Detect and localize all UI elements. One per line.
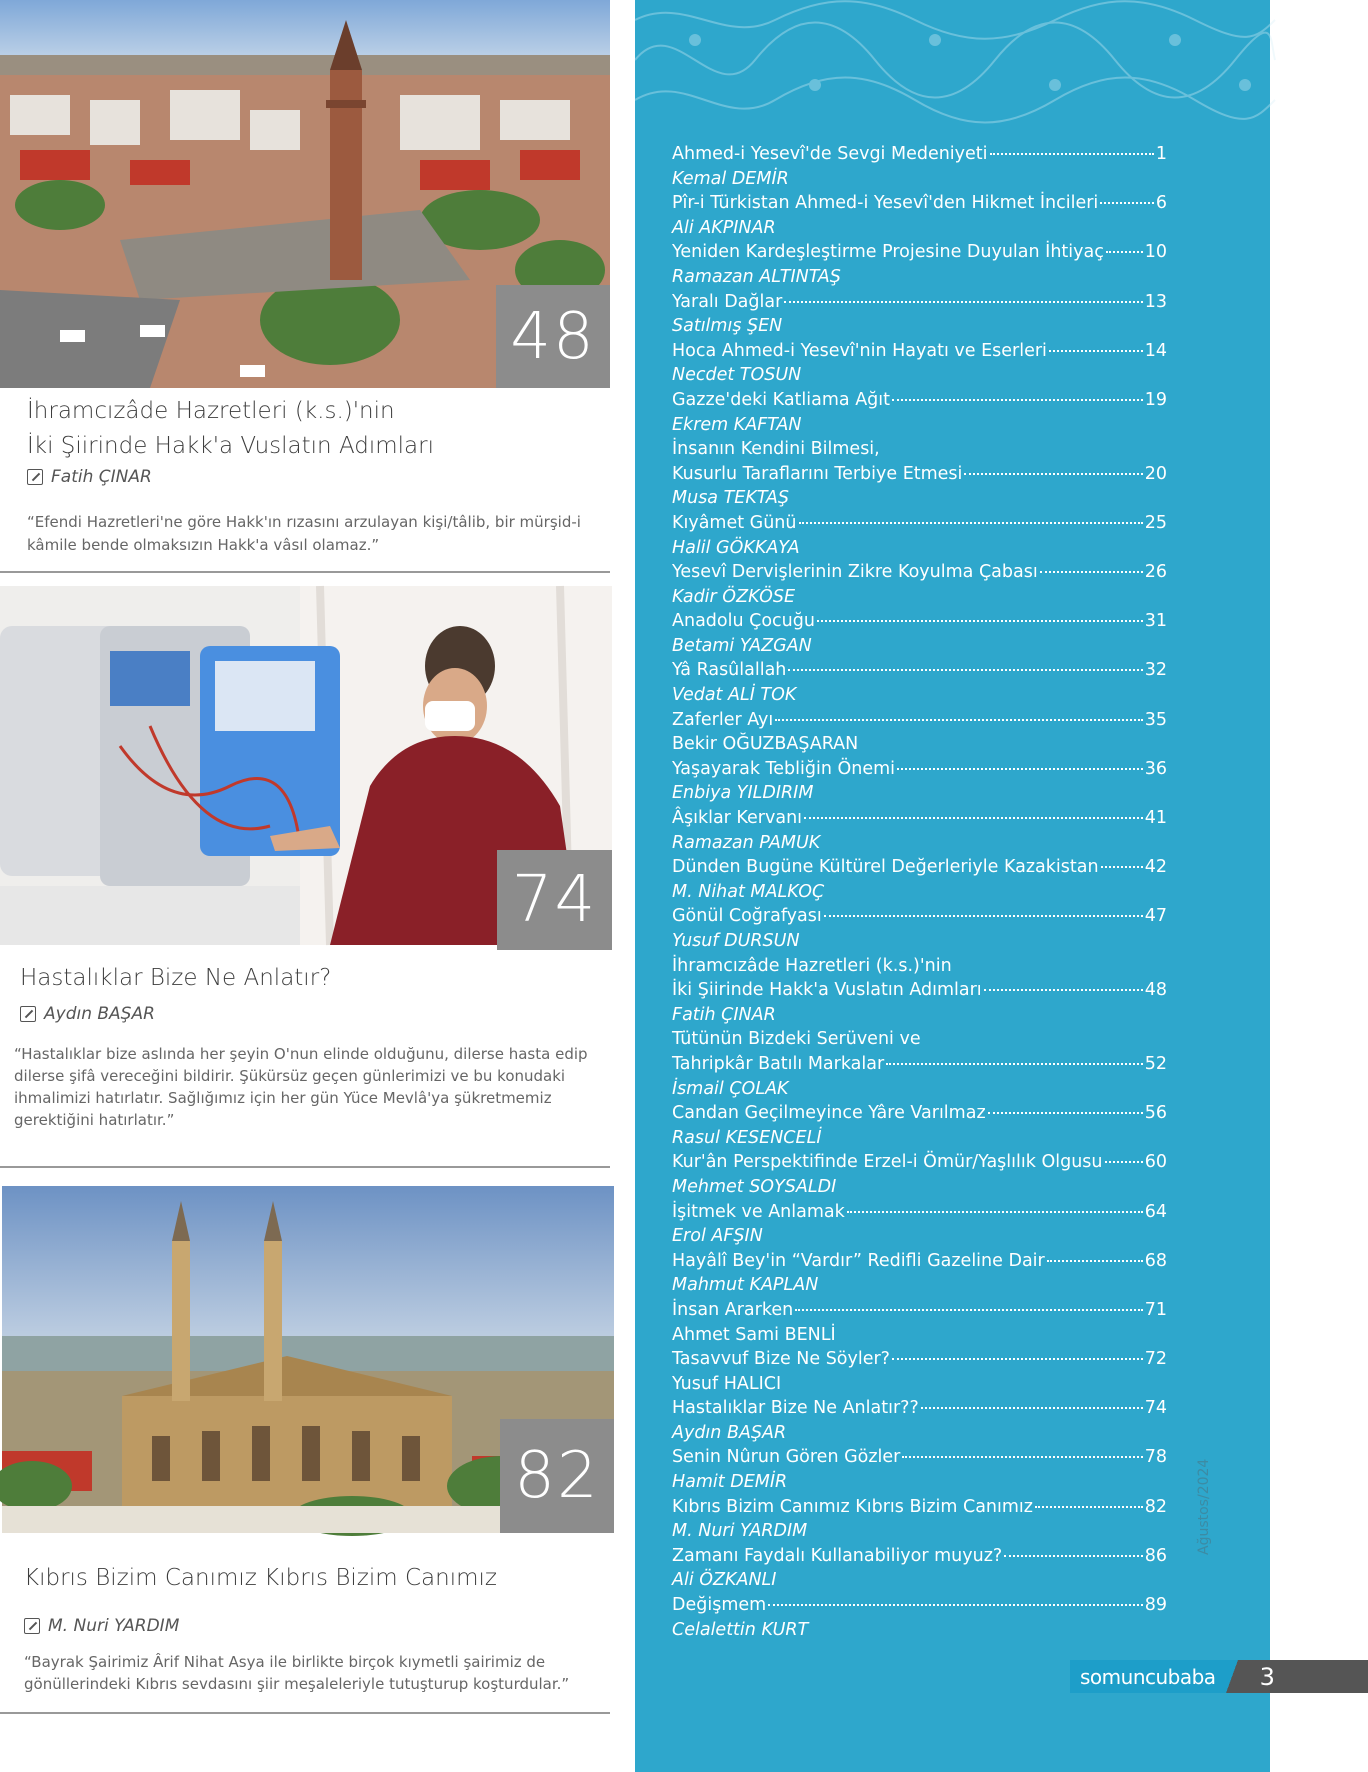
- toc-leader-dots: [902, 1456, 1142, 1458]
- toc-line: İnsanın Kendini Bilmesi,: [672, 439, 880, 460]
- toc-entry-page: 86: [1144, 1545, 1167, 1566]
- article-author-name: Fatih ÇINAR: [51, 467, 152, 487]
- toc-author: Kadir ÖZKÖSE: [672, 586, 796, 607]
- toc-entry: [672, 462, 1167, 487]
- toc-leader-dots: [788, 669, 1142, 671]
- toc-entry-page: 14: [1144, 340, 1167, 361]
- toc-entry-page: 72: [1144, 1349, 1167, 1370]
- toc-line: Ahmet Sami BENLİ: [672, 1324, 836, 1345]
- pen-icon: [24, 1618, 40, 1634]
- toc-entry-page: 78: [1144, 1447, 1167, 1468]
- article-quote-line3: ihmalimizi hatırlatır. Sağlığımız için her gün Yüce Mevlâ'ya şükretmemiz: [14, 1089, 552, 1107]
- toc-author: Ramazan PAMUK: [672, 832, 821, 853]
- divider: [0, 1712, 610, 1714]
- toc-author: Vedat ALİ TOK: [672, 685, 797, 706]
- toc-entry-title: Gönül Coğrafyası: [672, 906, 822, 927]
- toc-entry-page: 20: [1144, 463, 1167, 484]
- toc-entry: [672, 806, 1167, 831]
- toc-entry: [672, 855, 1167, 880]
- article-quote-line1: “Hastalıklar bize aslında her şeyin O'nun elinde olduğunu, dilerse hasta edip: [14, 1045, 588, 1063]
- toc-leader-dots: [799, 522, 1143, 524]
- article-author-name: Aydın BAŞAR: [44, 1004, 155, 1024]
- toc-entry: [672, 757, 1167, 782]
- brand-name: somuncubaba: [1070, 1660, 1226, 1693]
- toc-entry-page: 19: [1144, 389, 1167, 410]
- toc-entry: [672, 1249, 1167, 1274]
- toc-entry-title: Değişmem: [672, 1595, 767, 1616]
- toc-author: Ramazan ALTINTAŞ: [672, 266, 841, 287]
- toc-entry: [672, 240, 1167, 265]
- toc-author: M. Nuri YARDIM: [672, 1521, 808, 1542]
- toc-entry-page: 10: [1144, 242, 1167, 263]
- toc-entry-page: 41: [1144, 808, 1167, 829]
- toc-leader-dots: [886, 1063, 1143, 1065]
- article-quote-line2: gönüllerindeki Kıbrıs sevdasını şiir meşaleleriyle tutuşturup koşturdular.”: [24, 1675, 570, 1693]
- article-author-name: M. Nuri YARDIM: [48, 1616, 180, 1636]
- toc-entry-title: Candan Geçilmeyince Yâre Varılmaz: [672, 1103, 986, 1124]
- toc-author: Hamit DEMİR: [672, 1472, 788, 1493]
- toc-entry: [672, 339, 1167, 364]
- toc-author: Yusuf DURSUN: [672, 931, 800, 951]
- toc-entry-title: Pîr-i Türkistan Ahmed-i Yesevî'den Hikmet İncileri: [672, 193, 1099, 214]
- toc-entry-title: Hoca Ahmed-i Yesevî'nin Hayatı ve Eserleri: [672, 340, 1047, 361]
- article-title: Hastalıklar Bize Ne Anlatır?: [20, 965, 332, 991]
- page-badge-82: 82: [500, 1419, 614, 1533]
- toc-leader-dots: [824, 915, 1143, 917]
- toc-entry-page: 13: [1144, 291, 1167, 312]
- toc-entry-page: 42: [1144, 857, 1167, 878]
- toc-leader-dots: [795, 1309, 1143, 1311]
- toc-author: Satılmış ŞEN: [672, 316, 783, 337]
- toc-entry-title: Âşıklar Kervanı: [672, 808, 803, 829]
- toc-entry: [672, 560, 1167, 585]
- toc-entry: [672, 609, 1167, 634]
- toc-author: Necdet TOSUN: [672, 365, 802, 386]
- toc-leader-dots: [1049, 350, 1143, 352]
- toc-entry-page: 68: [1144, 1250, 1167, 1271]
- toc-entry-title: İşitmek ve Anlamak: [672, 1201, 845, 1222]
- toc-entry-page: 71: [1144, 1299, 1167, 1320]
- toc-leader-dots: [775, 719, 1142, 721]
- toc-leader-dots: [768, 1604, 1143, 1606]
- toc-author: Erol AFŞIN: [672, 1226, 763, 1247]
- toc-entry-page: 32: [1144, 660, 1167, 681]
- toc-entry-title: Senin Nûrun Gören Gözler: [672, 1447, 901, 1468]
- toc-entry: [672, 1101, 1167, 1126]
- toc-leader-dots: [921, 1407, 1143, 1409]
- article-author: [24, 1616, 179, 1636]
- toc-leader-dots: [892, 1358, 1143, 1360]
- toc-entry-title: Kıbrıs Bizim Canımız Kıbrıs Bizim Canımız: [672, 1496, 1033, 1517]
- toc-author: Ali AKPINAR: [672, 217, 776, 238]
- toc-author: Betami YAZGAN: [672, 635, 812, 656]
- toc-entry: [672, 511, 1167, 536]
- toc-entry-title: Gazze'deki Katliama Ağıt: [672, 389, 891, 410]
- article-author: [20, 1004, 155, 1024]
- article-title-line2: İki Şiirinde Hakk'a Vuslatın Adımları: [27, 433, 434, 459]
- toc-entry: [672, 1150, 1167, 1175]
- toc-entry-title: İki Şiirinde Hakk'a Vuslatın Adımları: [672, 980, 982, 1001]
- toc-entry-title: Dünden Bugüne Kültürel Değerleriyle Kazakistan: [672, 857, 1099, 878]
- toc-author: Halil GÖKKAYA: [672, 537, 800, 558]
- toc-entry-title: Yeniden Kardeşleştirme Projesine Duyulan İhtiyaç: [672, 242, 1104, 263]
- toc-leader-dots: [1101, 866, 1143, 868]
- pen-icon: [20, 1006, 36, 1022]
- toc-leader-dots: [892, 399, 1143, 401]
- toc-entry-title: Yaşayarak Tebliğin Önemi: [672, 758, 896, 779]
- article-quote-line1: “Bayrak Şairimiz Ârif Nihat Asya ile birlikte birçok kıymetli şairimiz de: [24, 1653, 546, 1671]
- toc-author: Ali ÖZKANLI: [672, 1570, 777, 1591]
- toc-author: Mahmut KAPLAN: [672, 1275, 819, 1296]
- toc-entry: [672, 1200, 1167, 1225]
- toc-author: Rasul KESENCELİ: [672, 1127, 822, 1148]
- issue-date: Ağustos/2024: [1196, 1458, 1212, 1555]
- toc-leader-dots: [1100, 202, 1154, 204]
- article-quote-line4: gerektiğini hatırlatır.”: [14, 1111, 175, 1129]
- toc-entry-title: Yaralı Dağlar: [672, 291, 783, 312]
- toc-entry-page: 60: [1144, 1152, 1167, 1173]
- toc-entry-page: 52: [1144, 1053, 1167, 1074]
- toc-entry-title: Yesevî Dervişlerinin Zikre Koyulma Çabası: [672, 562, 1038, 583]
- toc-entry-title: Kusurlu Taraflarını Terbiye Etmesi: [672, 463, 963, 484]
- toc-entry-title: Kur'ân Perspektifinde Erzel-i Ömür/Yaşlılık Olgusu: [672, 1152, 1103, 1173]
- toc-entry: [672, 658, 1167, 683]
- toc-entry-title: Tasavvuf Bize Ne Söyler?: [672, 1349, 890, 1370]
- toc-entry-page: 6: [1155, 193, 1167, 214]
- pen-icon: [27, 469, 43, 485]
- toc-entry: [672, 1298, 1167, 1323]
- page-badge-48: 48: [496, 285, 610, 388]
- toc-entry: [672, 142, 1167, 167]
- toc-entry-page: 64: [1144, 1201, 1167, 1222]
- article-quote-line2: dilerse şifâ vereceğini bildirir. Şükürsüz geçen günlerimizi ve bu konudaki: [14, 1067, 566, 1085]
- toc-entry-title: Hayâlî Bey'in “Vardır” Redifli Gazeline Dair: [672, 1250, 1045, 1271]
- toc-leader-dots: [1040, 571, 1143, 573]
- toc-entry-page: 47: [1144, 906, 1167, 927]
- toc-entry: [672, 1347, 1167, 1372]
- toc-entry: [672, 388, 1167, 413]
- toc-leader-dots: [984, 989, 1143, 991]
- toc-author: İsmail ÇOLAK: [672, 1078, 789, 1099]
- toc-entry-page: 36: [1144, 758, 1167, 779]
- toc-entry-page: 82: [1144, 1496, 1167, 1517]
- toc-author: Ekrem KAFTAN: [672, 414, 802, 435]
- toc-entry: [672, 1544, 1167, 1569]
- toc-entry: [672, 191, 1167, 216]
- toc-leader-dots: [897, 768, 1143, 770]
- toc-entry-title: Yâ Rasûlallah: [672, 660, 787, 681]
- toc-entry: [672, 708, 1167, 733]
- toc-entry-page: 56: [1144, 1103, 1167, 1124]
- toc-entry-page: 35: [1144, 709, 1167, 730]
- toc-author: Aydın BAŞAR: [672, 1422, 787, 1443]
- toc-leader-dots: [1047, 1260, 1143, 1262]
- toc-entry: [672, 1445, 1167, 1470]
- divider: [0, 1166, 610, 1168]
- toc-entry-title: Hastalıklar Bize Ne Anlatır??: [672, 1398, 919, 1419]
- toc-entry-title: Zaferler Ayı: [672, 709, 774, 730]
- toc-line: Tütünün Bizdeki Serüveni ve: [672, 1029, 921, 1050]
- toc-line: Bekir OĞUZBAŞARAN: [672, 734, 859, 755]
- toc-author: Kemal DEMİR: [672, 168, 789, 189]
- article-title: Kıbrıs Bizim Canımız Kıbrıs Bizim Canımız: [24, 1565, 497, 1591]
- article-quote-line1: “Efendi Hazretleri'ne göre Hakk'ın rızasını arzulayan kişi/tâlib, bir mürşid-i: [27, 513, 581, 531]
- toc-leader-dots: [1106, 251, 1143, 253]
- toc-author: Celalettin KURT: [672, 1619, 809, 1640]
- toc-leader-dots: [1004, 1555, 1143, 1557]
- toc-leader-dots: [990, 153, 1154, 155]
- table-of-contents: [672, 142, 1167, 1642]
- toc-entry: [672, 1593, 1167, 1618]
- toc-leader-dots: [1105, 1161, 1143, 1163]
- toc-leader-dots: [804, 817, 1143, 819]
- toc-entry-title: Zamanı Faydalı Kullanabiliyor muyuz?: [672, 1545, 1003, 1566]
- article-author: [27, 467, 152, 487]
- ornamental-pattern: [635, 0, 1270, 125]
- toc-entry-page: 25: [1144, 512, 1167, 533]
- toc-author: Fatih ÇINAR: [672, 1004, 776, 1025]
- toc-leader-dots: [1035, 1506, 1143, 1508]
- toc-entry: [672, 978, 1167, 1003]
- toc-line: İhramcızâde Hazretleri (k.s.)'nin: [672, 955, 952, 976]
- toc-author: Mehmet SOYSALDI: [672, 1176, 837, 1197]
- footer-brand-bar: [1070, 1660, 1368, 1693]
- toc-author: Enbiya YILDIRIM: [672, 783, 814, 804]
- brand-separator: [1226, 1660, 1238, 1693]
- article-title-line1: İhramcızâde Hazretleri (k.s.)'nin: [27, 398, 395, 424]
- toc-entry-title: İnsan Ararken: [672, 1299, 794, 1320]
- toc-entry: [672, 1495, 1167, 1520]
- page-badge-74: 74: [497, 850, 612, 950]
- toc-entry-page: 89: [1144, 1595, 1167, 1616]
- toc-author: Musa TEKTAŞ: [672, 488, 789, 509]
- toc-entry: [672, 1396, 1167, 1421]
- page-number: 3: [1238, 1660, 1368, 1693]
- article-quote-line2: kâmile bende olmaksızın Hakk'a vâsıl olamaz.”: [27, 536, 380, 554]
- toc-entry-page: 74: [1144, 1398, 1167, 1419]
- toc-entry-page: 1: [1155, 144, 1167, 164]
- toc-entry: [672, 1052, 1167, 1077]
- toc-entry-page: 48: [1144, 980, 1167, 1001]
- toc-entry-title: Ahmed-i Yesevî'de Sevgi Medeniyeti: [672, 144, 988, 164]
- toc-leader-dots: [817, 620, 1143, 622]
- toc-leader-dots: [964, 473, 1142, 475]
- toc-entry-title: Kıyâmet Günü: [672, 512, 797, 533]
- toc-line: Yusuf HALICI: [672, 1373, 782, 1394]
- toc-entry: [672, 904, 1167, 929]
- toc-entry-page: 26: [1144, 562, 1167, 583]
- toc-entry-title: Anadolu Çocuğu: [672, 611, 815, 632]
- toc-leader-dots: [988, 1112, 1143, 1114]
- divider: [0, 571, 610, 573]
- toc-entry-title: Tahripkâr Batılı Markalar: [672, 1053, 885, 1074]
- toc-leader-dots: [847, 1211, 1143, 1213]
- toc-entry-page: 31: [1144, 611, 1167, 632]
- toc-entry: [672, 290, 1167, 315]
- toc-author: M. Nihat MALKOÇ: [672, 881, 825, 902]
- toc-leader-dots: [784, 301, 1142, 303]
